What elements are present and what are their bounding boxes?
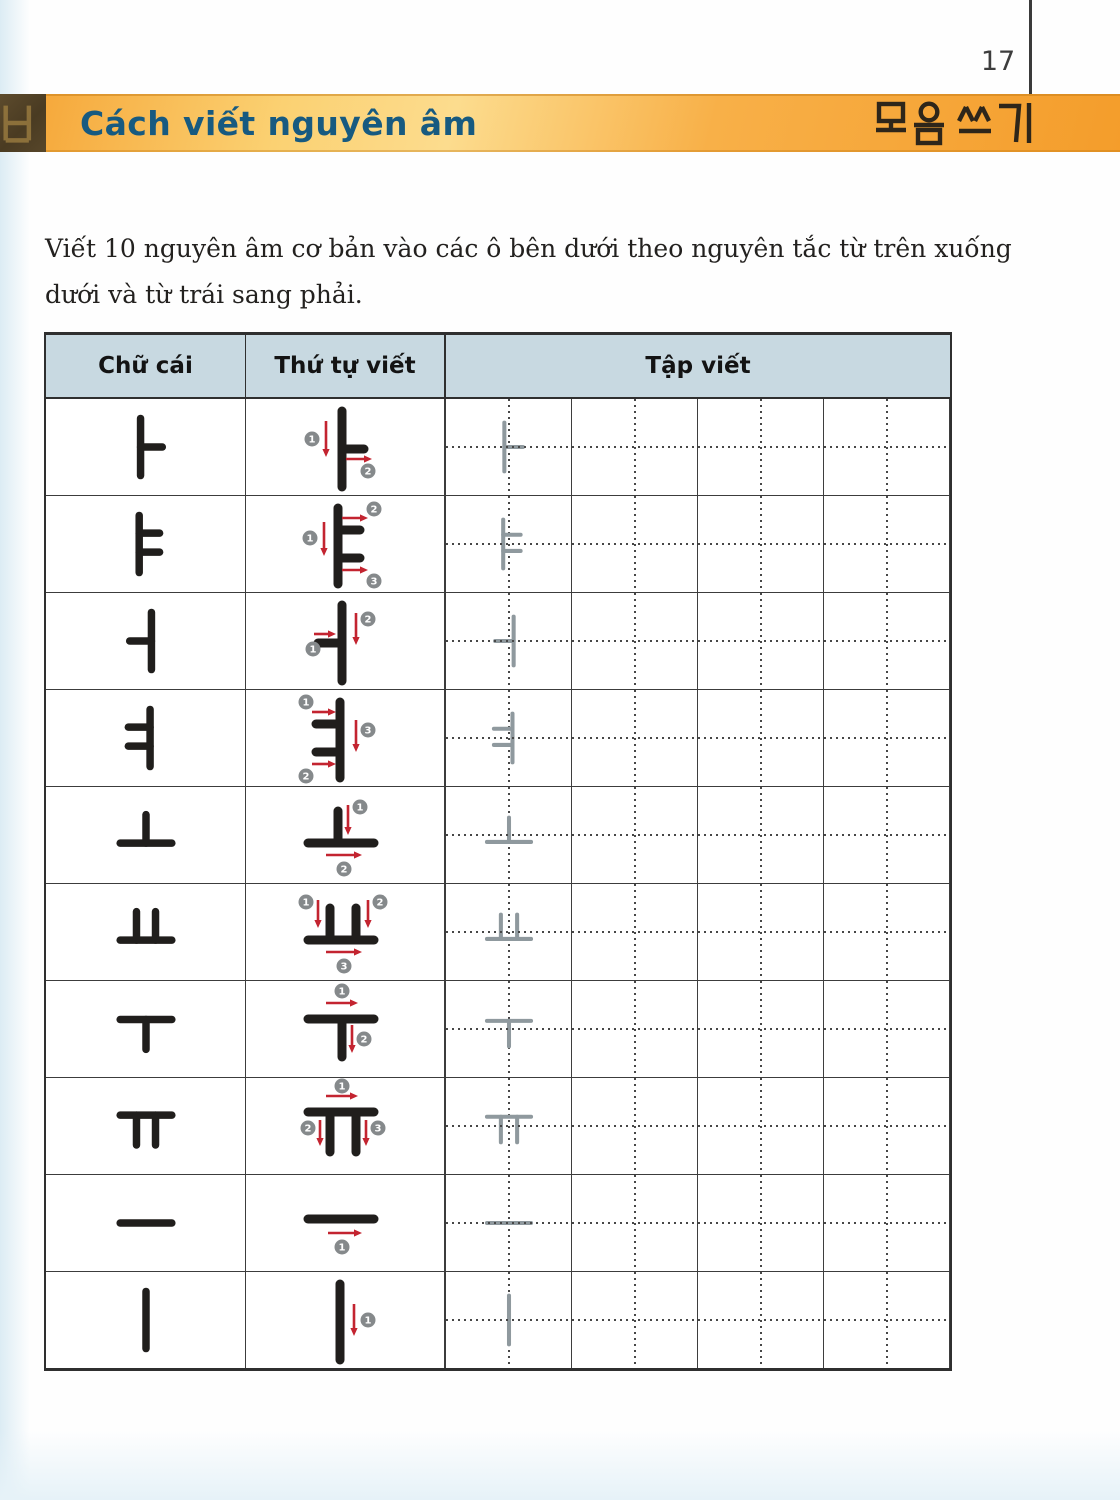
stroke-order-diagram-ya [280,496,410,592]
svg-text:1: 1 [338,986,346,998]
guide-dotted-horizontal [446,834,950,836]
practice-row-a [446,399,950,495]
svg-text:1: 1 [306,533,314,545]
stroke-order-cell-yo [246,884,446,980]
letter-cell-yo [46,884,246,980]
stroke-order-cell-o [246,787,446,883]
stroke-order-diagram-u [280,981,410,1077]
guide-dotted-horizontal [446,931,950,933]
stroke-order-diagram-o [280,787,410,883]
svg-text:3: 3 [364,725,372,737]
svg-text:2: 2 [302,771,310,783]
practice-row-u [446,981,950,1077]
column-header-practice: Tập viết [645,353,751,379]
vowel-row-o [46,787,950,884]
svg-text:3: 3 [374,1123,382,1135]
guide-dotted-horizontal [446,640,950,642]
guide-dotted-horizontal [446,446,950,448]
practice-row-yu [446,1078,950,1174]
letter-cell-o [46,787,246,883]
practice-row-ya [446,496,950,592]
practice-row-yeo [446,690,950,786]
guide-dotted-horizontal [446,737,950,739]
stroke-order-diagram-eu [280,1175,410,1271]
corner-rule-line [1029,0,1032,95]
table-header-row [46,335,950,399]
svg-text:2: 2 [304,1123,312,1135]
chapter-tab [0,94,46,152]
svg-text:2: 2 [370,504,378,516]
vowel-eo-glyph [112,607,180,675]
table-body [46,399,950,1368]
page-bottom-tint [0,1430,1120,1500]
letter-cell-yu [46,1078,246,1174]
svg-text:1: 1 [356,802,364,814]
guide-dotted-horizontal [446,1222,950,1224]
svg-text:2: 2 [364,614,372,626]
practice-row-o [446,787,950,883]
vowel-row-yo [46,884,950,981]
stroke-order-cell-eo [246,593,446,689]
vowel-row-eu [46,1175,950,1272]
svg-text:1: 1 [309,644,317,656]
chapter-title: Cách viết nguyên âm [80,103,478,143]
vowel-yo-glyph [112,898,180,966]
vowel-row-eo [46,593,950,690]
chapter-bar-gradient [46,94,1120,152]
letter-cell-eo [46,593,246,689]
letter-cell-i [46,1272,246,1368]
vowel-i-glyph [112,1286,180,1354]
practice-row-yo [446,884,950,980]
svg-text:2: 2 [360,1034,368,1046]
guide-dotted-horizontal [446,543,950,545]
vowel-yu-glyph [112,1092,180,1160]
vowel-row-u [46,981,950,1078]
letter-cell-yeo [46,690,246,786]
svg-text:3: 3 [370,576,378,588]
intro-text: Viết 10 nguyên âm cơ bản vào các ô bên dưới theo nguyên tắc từ trên xuống dưới và từ trái sang phải. [45,234,1012,309]
letter-cell-ya [46,496,246,592]
vowel-yeo-glyph [112,704,180,772]
stroke-order-cell-u [246,981,446,1077]
letter-cell-eu [46,1175,246,1271]
practice-row-eu [446,1175,950,1271]
svg-text:3: 3 [340,961,348,973]
vowel-row-a [46,399,950,496]
vowel-practice-table [44,332,952,1371]
svg-text:2: 2 [364,466,372,478]
letter-cell-u [46,981,246,1077]
vowel-row-i [46,1272,950,1368]
svg-text:1: 1 [338,1081,346,1093]
guide-dotted-horizontal [446,1125,950,1127]
svg-text:1: 1 [308,434,316,446]
vowel-o-glyph [112,801,180,869]
page-number: 17 [980,46,1016,77]
vowel-a-glyph [112,413,180,481]
stroke-order-diagram-yu [280,1078,410,1174]
korean-subtitle-icon [873,100,1035,146]
stroke-order-cell-a [246,399,446,495]
svg-text:1: 1 [364,1315,372,1327]
svg-text:2: 2 [340,864,348,876]
stroke-order-diagram-yo [280,884,410,980]
vowel-row-ya [46,496,950,593]
stroke-order-diagram-i [280,1272,410,1368]
vowel-ya-glyph [112,510,180,578]
practice-row-i [446,1272,950,1368]
stroke-order-cell-yeo [246,690,446,786]
guide-dotted-horizontal [446,1319,950,1321]
stroke-order-diagram-eo [280,593,410,689]
vowel-eu-glyph [112,1189,180,1257]
stroke-order-cell-i [246,1272,446,1368]
vowel-u-glyph [112,995,180,1063]
practice-row-eo [446,593,950,689]
vowel-row-yu [46,1078,950,1175]
guide-dotted-horizontal [446,1028,950,1030]
hangul-bieup-icon [2,95,46,151]
stroke-order-diagram-yeo [280,690,410,786]
chapter-header-bar [0,94,1120,152]
stroke-order-cell-ya [246,496,446,592]
vowel-row-yeo [46,690,950,787]
stroke-order-cell-yu [246,1078,446,1174]
svg-text:2: 2 [376,897,384,909]
stroke-order-diagram-a [280,399,410,495]
column-header-letter: Chữ cái [46,335,246,397]
svg-text:1: 1 [338,1242,346,1254]
letter-cell-a [46,399,246,495]
svg-text:1: 1 [302,697,310,709]
stroke-order-cell-eu [246,1175,446,1271]
column-header-stroke-order: Thứ tự viết [246,335,446,397]
page-edge-tint [0,0,30,1500]
svg-text:1: 1 [302,897,310,909]
